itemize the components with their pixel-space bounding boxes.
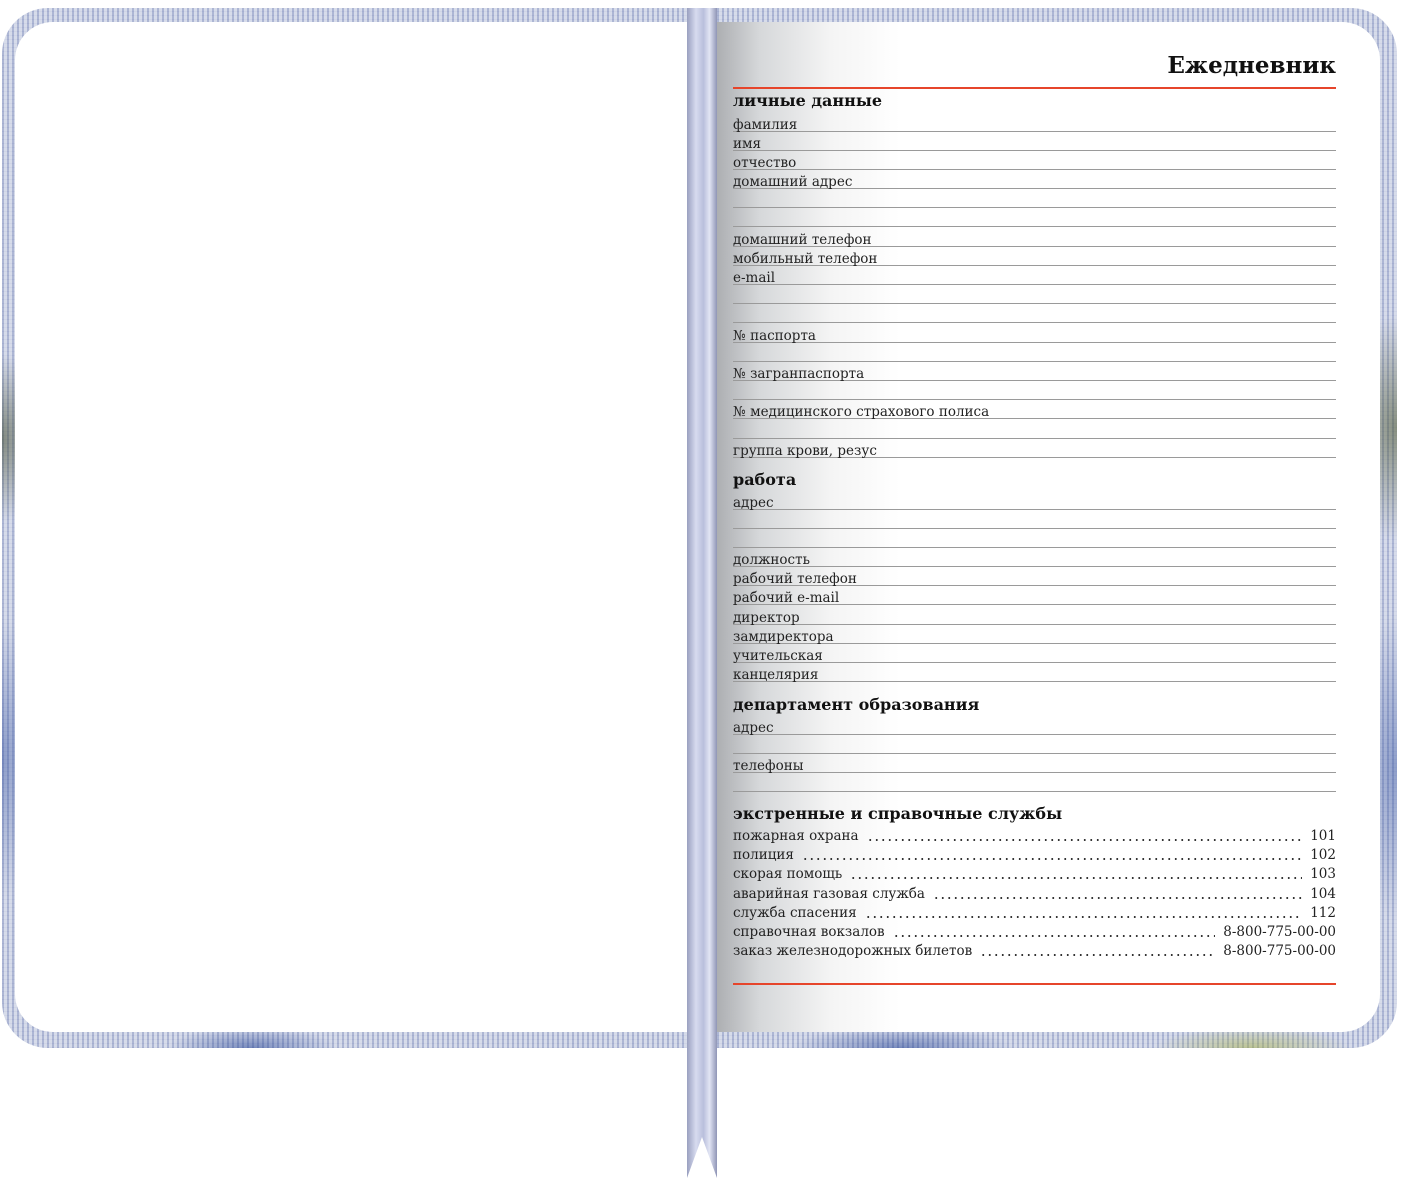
field-label: домашний адрес <box>733 174 853 190</box>
service-number: 104 <box>1310 886 1336 902</box>
field-line[interactable] <box>733 156 1336 170</box>
service-row <box>733 827 1336 845</box>
service-name: аварийная газовая служба <box>733 886 925 902</box>
page-content <box>733 22 1336 1032</box>
field-label: имя <box>733 136 762 152</box>
field-line[interactable] <box>733 367 1336 381</box>
field-line[interactable] <box>733 496 1336 510</box>
field-label: телефоны <box>733 758 804 774</box>
field-label: директор <box>733 610 800 626</box>
bottom-red-rule <box>733 983 1336 985</box>
personal-heading: личные данные <box>733 91 883 110</box>
field-line[interactable] <box>733 271 1336 285</box>
field-line[interactable] <box>733 553 1336 567</box>
service-row <box>733 942 1336 960</box>
field-line[interactable] <box>733 233 1336 247</box>
leader-dots <box>867 839 1303 841</box>
service-name: служба спасения <box>733 905 857 921</box>
work-heading: работа <box>733 470 797 489</box>
field-line[interactable] <box>733 405 1336 419</box>
service-number: 103 <box>1310 866 1336 882</box>
service-number: 8-800-775-00-00 <box>1223 943 1336 959</box>
field-label: мобильный телефон <box>733 251 878 267</box>
field-label: учительская <box>733 648 823 664</box>
service-name: заказ железнодорожных билетов <box>733 943 973 959</box>
blank-line[interactable] <box>733 515 1336 529</box>
field-line[interactable] <box>733 721 1336 735</box>
field-label: рабочий e-mail <box>733 590 840 606</box>
field-label: домашний телефон <box>733 232 872 248</box>
leader-dots <box>933 897 1302 899</box>
field-label: e-mail <box>733 270 776 286</box>
service-name: пожарная охрана <box>733 828 859 844</box>
service-number: 102 <box>1310 847 1336 863</box>
blank-line[interactable] <box>733 386 1336 400</box>
leader-dots <box>865 916 1303 918</box>
service-number: 8-800-775-00-00 <box>1223 924 1336 940</box>
field-line[interactable] <box>733 137 1336 151</box>
field-line[interactable] <box>733 175 1336 189</box>
field-label: канцелярия <box>733 667 819 683</box>
field-line[interactable] <box>733 591 1336 605</box>
blank-line[interactable] <box>733 534 1336 548</box>
service-number: 101 <box>1310 828 1336 844</box>
field-line[interactable] <box>733 444 1336 458</box>
field-label: рабочий телефон <box>733 571 857 587</box>
leader-dots <box>893 935 1216 937</box>
top-red-rule <box>733 87 1336 89</box>
leader-dots <box>802 858 1302 860</box>
blank-line[interactable] <box>733 778 1336 792</box>
service-row <box>733 923 1336 941</box>
field-line[interactable] <box>733 649 1336 663</box>
service-name: полиция <box>733 847 794 863</box>
service-number: 112 <box>1310 905 1336 921</box>
department-heading: департамент образования <box>733 695 980 714</box>
bookmark-ribbon[interactable] <box>687 8 717 1178</box>
blank-line[interactable] <box>733 425 1336 439</box>
field-label: замдиректора <box>733 629 834 645</box>
field-line[interactable] <box>733 118 1336 132</box>
blank-line[interactable] <box>733 290 1336 304</box>
field-label: должность <box>733 552 810 568</box>
service-row <box>733 904 1336 922</box>
field-label: группа крови, резус <box>733 443 877 459</box>
services-heading: экстренные и справочные службы <box>733 804 1063 823</box>
field-line[interactable] <box>733 329 1336 343</box>
service-row <box>733 885 1336 903</box>
blank-line[interactable] <box>733 309 1336 323</box>
field-label: № паспорта <box>733 328 816 344</box>
blank-line[interactable] <box>733 213 1336 227</box>
field-line[interactable] <box>733 611 1336 625</box>
field-label: № медицинского страхового полиса <box>733 404 990 420</box>
leader-dots <box>850 877 1302 879</box>
page-title: Ежедневник <box>1167 52 1336 79</box>
field-line[interactable] <box>733 252 1336 266</box>
field-line[interactable] <box>733 630 1336 644</box>
field-label: № загранпаспорта <box>733 366 865 382</box>
left-page <box>15 22 705 1032</box>
service-row <box>733 846 1336 864</box>
field-line[interactable] <box>733 668 1336 682</box>
service-row <box>733 865 1336 883</box>
blank-line[interactable] <box>733 348 1336 362</box>
field-line[interactable] <box>733 759 1336 773</box>
service-name: скорая помощь <box>733 866 843 882</box>
field-label: отчество <box>733 155 797 171</box>
service-name: справочная вокзалов <box>733 924 885 940</box>
field-line[interactable] <box>733 572 1336 586</box>
field-label: фамилия <box>733 117 798 133</box>
field-label: адрес <box>733 495 774 511</box>
blank-line[interactable] <box>733 194 1336 208</box>
blank-line[interactable] <box>733 740 1336 754</box>
field-label: адрес <box>733 720 774 736</box>
leader-dots <box>980 954 1215 956</box>
